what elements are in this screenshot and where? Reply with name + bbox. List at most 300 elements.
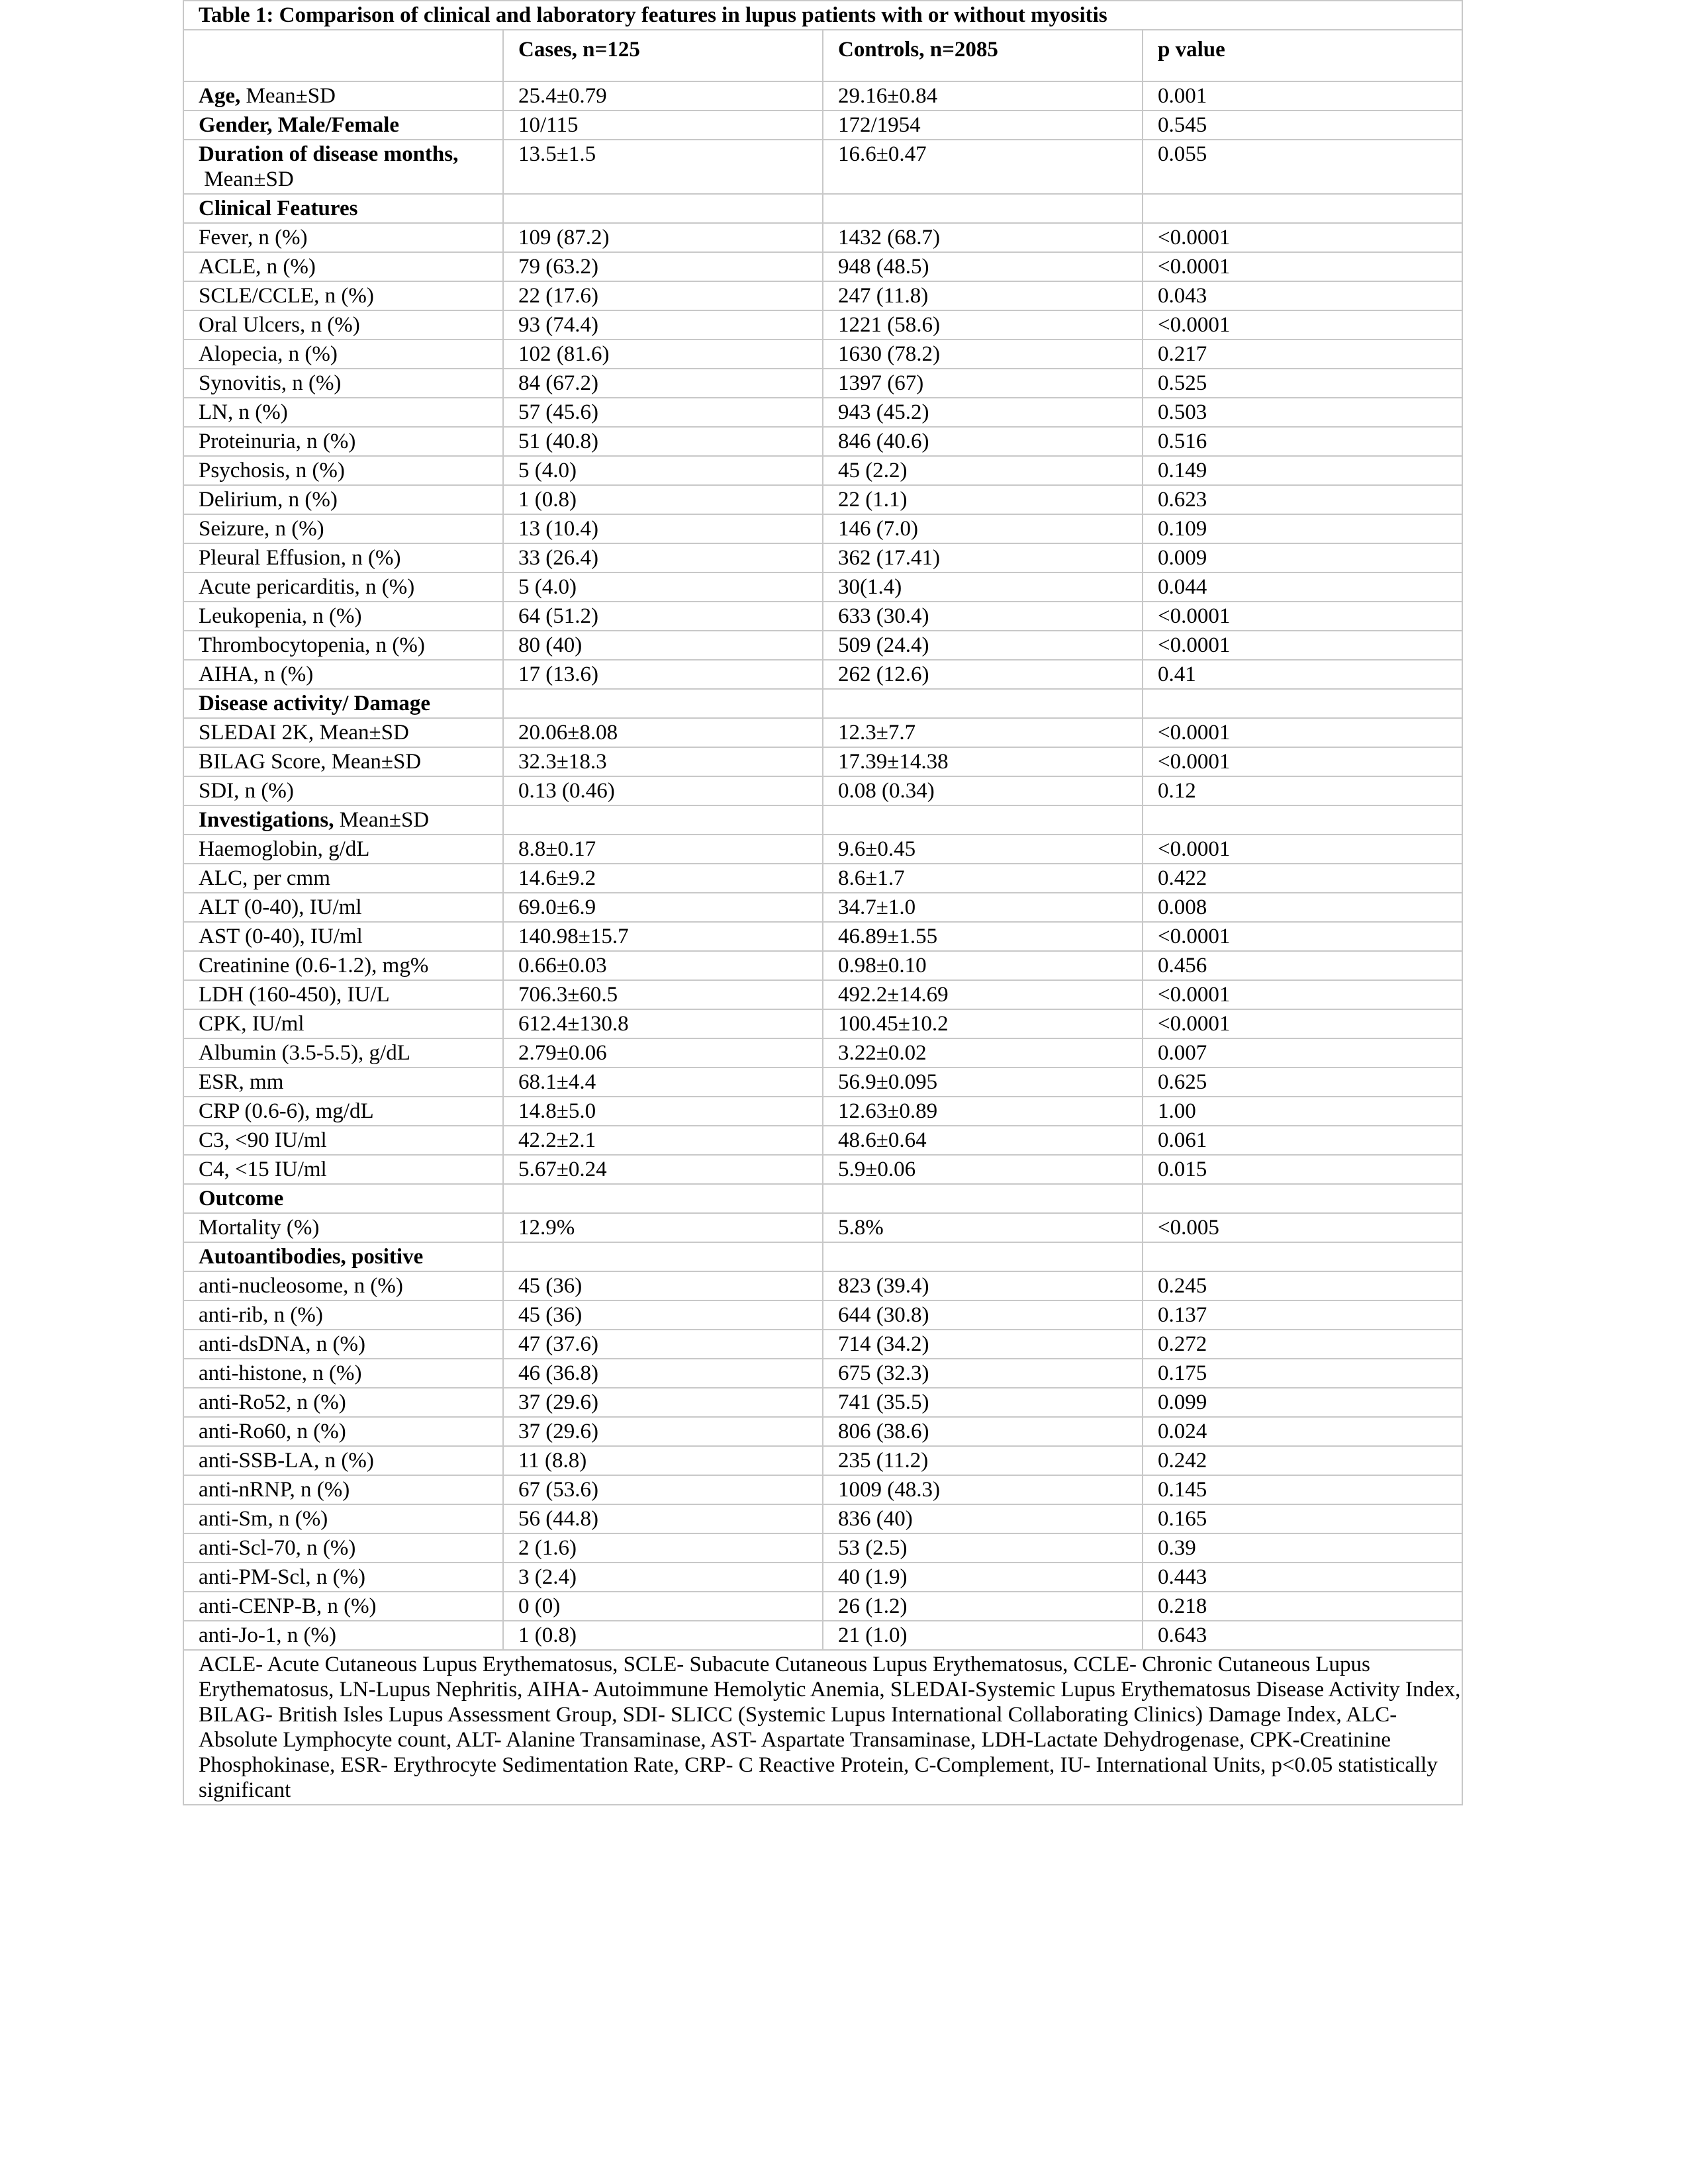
cases-value: 80 (40)	[503, 631, 823, 660]
row-label-bold: Clinical Features	[199, 197, 358, 220]
row-label	[183, 1504, 503, 1533]
row-label-bold: Disease activity/ Damage	[199, 692, 431, 715]
row-label	[183, 1155, 503, 1184]
row-label	[183, 631, 503, 660]
table-row	[183, 1155, 1462, 1184]
row-label	[183, 340, 503, 369]
row-label-text: Oral Ulcers, n (%)	[199, 313, 360, 337]
row-label-text: anti-histone, n (%)	[199, 1361, 362, 1385]
table-row	[183, 340, 1462, 369]
row-label-text: Haemoglobin, g/dL	[199, 837, 370, 861]
row-label-text: anti-CENP-B, n (%)	[199, 1594, 377, 1618]
cases-value: 17 (13.6)	[503, 660, 823, 689]
cases-value: 45 (36)	[503, 1300, 823, 1330]
controls-value: 48.6±0.64	[823, 1126, 1143, 1155]
controls-value: 714 (34.2)	[823, 1330, 1143, 1359]
table-caption: Table 1: Comparison of clinical and laboratory features in lupus patients with or without myositis	[183, 1, 1462, 30]
header-cell-label	[183, 30, 503, 81]
row-label-text: AST (0-40), IU/ml	[199, 925, 363, 948]
table-row	[183, 223, 1462, 252]
row-label	[183, 81, 503, 111]
controls-value: 1009 (48.3)	[823, 1475, 1143, 1504]
p-value: 0.001	[1143, 81, 1462, 111]
cases-value: 612.4±130.8	[503, 1009, 823, 1038]
row-label	[183, 1126, 503, 1155]
row-label-text: SCLE/CCLE, n (%)	[199, 284, 374, 308]
row-label-text: Synovitis, n (%)	[199, 371, 342, 395]
cases-value: 56 (44.8)	[503, 1504, 823, 1533]
row-label	[183, 1213, 503, 1242]
controls-value: 948 (48.5)	[823, 252, 1143, 281]
cases-value: 67 (53.6)	[503, 1475, 823, 1504]
p-value: <0.0001	[1143, 252, 1462, 281]
table-row	[183, 1446, 1462, 1475]
table-row	[183, 572, 1462, 602]
p-value: 0.044	[1143, 572, 1462, 602]
row-label-text: SLEDAI 2K, Mean±SD	[199, 721, 409, 745]
row-label	[183, 1038, 503, 1068]
row-label	[183, 951, 503, 980]
row-label-bold: Gender, Male/Female	[199, 113, 400, 137]
row-label-text: Seizure, n (%)	[199, 517, 324, 541]
row-label	[183, 1563, 503, 1592]
cases-value: 14.8±5.0	[503, 1097, 823, 1126]
table-row	[183, 1417, 1462, 1446]
p-value: <0.0001	[1143, 922, 1462, 951]
row-label-text: LN, n (%)	[199, 400, 288, 424]
p-value: 0.109	[1143, 514, 1462, 543]
cases-value: 57 (45.6)	[503, 398, 823, 427]
cases-value: 47 (37.6)	[503, 1330, 823, 1359]
p-value: 0.217	[1143, 340, 1462, 369]
cases-value: 109 (87.2)	[503, 223, 823, 252]
table-row	[183, 980, 1462, 1009]
p-value	[1143, 689, 1462, 718]
row-label-text: anti-rib, n (%)	[199, 1303, 323, 1327]
row-label-text: Acute pericarditis, n (%)	[199, 575, 415, 599]
cases-value: 140.98±15.7	[503, 922, 823, 951]
controls-value: 0.08 (0.34)	[823, 776, 1143, 805]
controls-value: 235 (11.2)	[823, 1446, 1143, 1475]
header-cell-controls: Controls, n=2085	[823, 30, 1143, 81]
table-row	[183, 805, 1462, 835]
controls-value: 53 (2.5)	[823, 1533, 1143, 1563]
row-label	[183, 835, 503, 864]
row-label-text: anti-Scl-70, n (%)	[199, 1536, 356, 1560]
table-row	[183, 111, 1462, 140]
controls-value	[823, 805, 1143, 835]
p-value: 0.456	[1143, 951, 1462, 980]
table-row	[183, 1592, 1462, 1621]
row-label	[183, 543, 503, 572]
p-value: 0.175	[1143, 1359, 1462, 1388]
table-row	[183, 776, 1462, 805]
table-row	[183, 747, 1462, 776]
table-row	[183, 140, 1462, 194]
p-value: 0.007	[1143, 1038, 1462, 1068]
row-label-text: Pleural Effusion, n (%)	[199, 546, 401, 570]
controls-value: 16.6±0.47	[823, 140, 1143, 194]
cases-value: 8.8±0.17	[503, 835, 823, 864]
comparison-table	[183, 0, 1463, 1805]
controls-value: 806 (38.6)	[823, 1417, 1143, 1446]
controls-value: 1432 (68.7)	[823, 223, 1143, 252]
row-label	[183, 310, 503, 340]
p-value: 0.245	[1143, 1271, 1462, 1300]
row-label	[183, 1068, 503, 1097]
controls-value: 492.2±14.69	[823, 980, 1143, 1009]
p-value: 0.165	[1143, 1504, 1462, 1533]
table-row	[183, 281, 1462, 310]
table-row	[183, 1126, 1462, 1155]
p-value: 0.055	[1143, 140, 1462, 194]
row-label-bold: Investigations,	[199, 808, 334, 832]
row-label	[183, 1592, 503, 1621]
row-label-text: ALC, per cmm	[199, 866, 330, 890]
p-value: 0.623	[1143, 485, 1462, 514]
p-value	[1143, 1184, 1462, 1213]
row-label	[183, 980, 503, 1009]
controls-value: 100.45±10.2	[823, 1009, 1143, 1038]
cases-value: 13 (10.4)	[503, 514, 823, 543]
row-label-text: anti-dsDNA, n (%)	[199, 1332, 366, 1356]
row-label-text: AIHA, n (%)	[199, 662, 314, 686]
cases-value: 5 (4.0)	[503, 572, 823, 602]
controls-value: 40 (1.9)	[823, 1563, 1143, 1592]
row-label-text: anti-Jo-1, n (%)	[199, 1623, 337, 1647]
row-label	[183, 718, 503, 747]
cases-value: 706.3±60.5	[503, 980, 823, 1009]
table-row	[183, 718, 1462, 747]
cases-value: 33 (26.4)	[503, 543, 823, 572]
controls-value	[823, 1242, 1143, 1271]
row-label	[183, 1446, 503, 1475]
table-row	[183, 1300, 1462, 1330]
row-label	[183, 922, 503, 951]
row-label-bold: Age,	[199, 84, 241, 108]
cases-value: 5.67±0.24	[503, 1155, 823, 1184]
controls-value: 17.39±14.38	[823, 747, 1143, 776]
cases-value: 84 (67.2)	[503, 369, 823, 398]
table-row	[183, 1213, 1462, 1242]
p-value: 0.516	[1143, 427, 1462, 456]
controls-value: 9.6±0.45	[823, 835, 1143, 864]
header-cell-cases: Cases, n=125	[503, 30, 823, 81]
row-label	[183, 1184, 503, 1213]
row-label	[183, 602, 503, 631]
cases-value: 3 (2.4)	[503, 1563, 823, 1592]
row-label-text: Mortality (%)	[199, 1216, 320, 1240]
cases-value: 37 (29.6)	[503, 1388, 823, 1417]
cases-value: 13.5±1.5	[503, 140, 823, 194]
table-row	[183, 252, 1462, 281]
table-row	[183, 602, 1462, 631]
cases-value: 0 (0)	[503, 1592, 823, 1621]
p-value: 0.099	[1143, 1388, 1462, 1417]
row-label-text: Psychosis, n (%)	[199, 459, 345, 482]
table-header-row	[183, 30, 1462, 81]
table-footnote: ACLE- Acute Cutaneous Lupus Erythematosus, SCLE- Subacute Cutaneous Lupus Erythematosus, CCLE- Chronic Cutaneous Lupus Erythematosus, LN-Lupus Nephritis, AIHA- Autoimmune Hemolytic Anemia, SLEDAI-Systemic Lupus Erythematosus Disease Activity Index, BILAG- British Isles Lupus Assessment Group, SDI- SLICC (Systemic Lupus International Collaborating Clinics) Damage Index, ALC- Absolute Lymphocyte count, ALT- Alanine Transaminase, AST- Aspartate Transaminase, LDH-Lactate Dehydrogenase, CPK-Creatinine Phosphokinase, ESR- Erythrocyte Sedimentation Rate, CRP- C Reactive Protein, C-Complement, IU- International Units, p<0.05 statistically significant	[183, 1650, 1462, 1805]
row-label-text: Mean±SD	[334, 808, 430, 832]
controls-value: 12.3±7.7	[823, 718, 1143, 747]
row-label	[183, 1300, 503, 1330]
row-label	[183, 281, 503, 310]
controls-value: 247 (11.8)	[823, 281, 1143, 310]
table-row	[183, 1038, 1462, 1068]
cases-value: 68.1±4.4	[503, 1068, 823, 1097]
row-label-text: C4, <15 IU/ml	[199, 1158, 327, 1181]
p-value: 0.137	[1143, 1300, 1462, 1330]
p-value: 0.545	[1143, 111, 1462, 140]
row-label-bold: Duration of disease months,	[199, 142, 459, 166]
row-label	[183, 1475, 503, 1504]
table-row	[183, 81, 1462, 111]
row-label-text: anti-Sm, n (%)	[199, 1507, 328, 1531]
controls-value: 172/1954	[823, 111, 1143, 140]
controls-value: 644 (30.8)	[823, 1300, 1143, 1330]
table-row	[183, 893, 1462, 922]
row-label	[183, 1097, 503, 1126]
cases-value: 10/115	[503, 111, 823, 140]
table-row	[183, 689, 1462, 718]
controls-value: 45 (2.2)	[823, 456, 1143, 485]
controls-value: 1630 (78.2)	[823, 340, 1143, 369]
cases-value: 5 (4.0)	[503, 456, 823, 485]
cases-value: 1 (0.8)	[503, 1621, 823, 1650]
cases-value: 102 (81.6)	[503, 340, 823, 369]
p-value: <0.0001	[1143, 980, 1462, 1009]
row-label-text: Fever, n (%)	[199, 226, 308, 250]
row-label-text: LDH (160-450), IU/L	[199, 983, 390, 1007]
table-row	[183, 1242, 1462, 1271]
row-label	[183, 893, 503, 922]
table-row	[183, 1475, 1462, 1504]
table-row	[183, 1563, 1462, 1592]
row-label-text: CPK, IU/ml	[199, 1012, 305, 1036]
row-label	[183, 805, 503, 835]
table-row	[183, 194, 1462, 223]
row-label-bold: Outcome	[199, 1187, 284, 1210]
row-label-text: ALT (0-40), IU/ml	[199, 895, 362, 919]
controls-value: 675 (32.3)	[823, 1359, 1143, 1388]
p-value: 0.009	[1143, 543, 1462, 572]
controls-value: 34.7±1.0	[823, 893, 1143, 922]
row-label-text: anti-SSB-LA, n (%)	[199, 1449, 374, 1473]
p-value: 0.145	[1143, 1475, 1462, 1504]
cases-value: 14.6±9.2	[503, 864, 823, 893]
controls-value: 0.98±0.10	[823, 951, 1143, 980]
p-value: 0.008	[1143, 893, 1462, 922]
cases-value	[503, 194, 823, 223]
row-label	[183, 1533, 503, 1563]
controls-value: 846 (40.6)	[823, 427, 1143, 456]
row-label-text: ESR, mm	[199, 1070, 284, 1094]
cases-value: 2.79±0.06	[503, 1038, 823, 1068]
row-label-text: Albumin (3.5-5.5), g/dL	[199, 1041, 410, 1065]
p-value: <0.0001	[1143, 631, 1462, 660]
row-label	[183, 1009, 503, 1038]
row-label	[183, 223, 503, 252]
row-label-text: Delirium, n (%)	[199, 488, 338, 512]
table-row	[183, 660, 1462, 689]
row-label	[183, 689, 503, 718]
row-label	[183, 1242, 503, 1271]
row-label	[183, 111, 503, 140]
cases-value: 32.3±18.3	[503, 747, 823, 776]
row-label-text: Proteinuria, n (%)	[199, 430, 356, 453]
cases-value: 0.13 (0.46)	[503, 776, 823, 805]
controls-value: 22 (1.1)	[823, 485, 1143, 514]
controls-value: 1397 (67)	[823, 369, 1143, 398]
table-row	[183, 485, 1462, 514]
row-label	[183, 427, 503, 456]
p-value: <0.0001	[1143, 835, 1462, 864]
row-label-text: SDI, n (%)	[199, 779, 294, 803]
table-row	[183, 514, 1462, 543]
p-value: <0.0001	[1143, 747, 1462, 776]
table-row	[183, 922, 1462, 951]
cases-value	[503, 1184, 823, 1213]
table-row	[183, 310, 1462, 340]
row-label-text: C3, <90 IU/ml	[199, 1128, 327, 1152]
p-value: 0.443	[1143, 1563, 1462, 1592]
table-row	[183, 1068, 1462, 1097]
document-page	[183, 0, 1463, 1805]
row-label-text: Alopecia, n (%)	[199, 342, 338, 366]
table-row	[183, 1184, 1462, 1213]
p-value: 0.149	[1143, 456, 1462, 485]
p-value: 0.422	[1143, 864, 1462, 893]
row-label-text: anti-Ro52, n (%)	[199, 1390, 346, 1414]
p-value: 0.024	[1143, 1417, 1462, 1446]
row-label-text: anti-Ro60, n (%)	[199, 1420, 346, 1443]
controls-value: 362 (17.41)	[823, 543, 1143, 572]
table-row	[183, 456, 1462, 485]
p-value: 0.41	[1143, 660, 1462, 689]
p-value: <0.005	[1143, 1213, 1462, 1242]
table-row	[183, 951, 1462, 980]
table-row	[183, 1504, 1462, 1533]
table-row	[183, 369, 1462, 398]
cases-value: 12.9%	[503, 1213, 823, 1242]
table-row	[183, 1271, 1462, 1300]
cases-value: 42.2±2.1	[503, 1126, 823, 1155]
controls-value: 741 (35.5)	[823, 1388, 1143, 1417]
row-label-text: BILAG Score, Mean±SD	[199, 750, 422, 774]
p-value	[1143, 194, 1462, 223]
controls-value: 30(1.4)	[823, 572, 1143, 602]
p-value: 0.218	[1143, 1592, 1462, 1621]
cases-value: 1 (0.8)	[503, 485, 823, 514]
controls-value: 262 (12.6)	[823, 660, 1143, 689]
table-row	[183, 398, 1462, 427]
p-value: 0.043	[1143, 281, 1462, 310]
row-label	[183, 1271, 503, 1300]
p-value	[1143, 1242, 1462, 1271]
controls-value: 943 (45.2)	[823, 398, 1143, 427]
controls-value: 12.63±0.89	[823, 1097, 1143, 1126]
p-value: <0.0001	[1143, 718, 1462, 747]
row-label	[183, 398, 503, 427]
header-cell-p-value: p value	[1143, 30, 1462, 81]
row-label	[183, 514, 503, 543]
table-row	[183, 1621, 1462, 1650]
cases-value: 46 (36.8)	[503, 1359, 823, 1388]
row-label	[183, 140, 503, 194]
table-row	[183, 543, 1462, 572]
p-value: 0.39	[1143, 1533, 1462, 1563]
cases-value: 64 (51.2)	[503, 602, 823, 631]
controls-value: 56.9±0.095	[823, 1068, 1143, 1097]
cases-value: 25.4±0.79	[503, 81, 823, 111]
cases-value: 0.66±0.03	[503, 951, 823, 980]
table-row	[183, 1359, 1462, 1388]
cases-value: 93 (74.4)	[503, 310, 823, 340]
row-label-text: anti-PM-Scl, n (%)	[199, 1565, 366, 1589]
p-value: 0.525	[1143, 369, 1462, 398]
row-label-text: anti-nRNP, n (%)	[199, 1478, 350, 1502]
cases-value: 69.0±6.9	[503, 893, 823, 922]
controls-value: 823 (39.4)	[823, 1271, 1143, 1300]
cases-value: 20.06±8.08	[503, 718, 823, 747]
table-row	[183, 1097, 1462, 1126]
table-row	[183, 1388, 1462, 1417]
table-row	[183, 864, 1462, 893]
controls-value	[823, 1184, 1143, 1213]
cases-value	[503, 1242, 823, 1271]
cases-value: 79 (63.2)	[503, 252, 823, 281]
row-label	[183, 1330, 503, 1359]
p-value: 0.272	[1143, 1330, 1462, 1359]
cases-value: 45 (36)	[503, 1271, 823, 1300]
controls-value: 509 (24.4)	[823, 631, 1143, 660]
controls-value: 5.8%	[823, 1213, 1143, 1242]
p-value	[1143, 805, 1462, 835]
p-value: 0.061	[1143, 1126, 1462, 1155]
row-label	[183, 747, 503, 776]
p-value: <0.0001	[1143, 310, 1462, 340]
controls-value: 21 (1.0)	[823, 1621, 1143, 1650]
controls-value: 26 (1.2)	[823, 1592, 1143, 1621]
controls-value	[823, 689, 1143, 718]
cases-value	[503, 805, 823, 835]
row-label	[183, 776, 503, 805]
table-caption-row	[183, 1, 1462, 30]
table-row	[183, 631, 1462, 660]
controls-value	[823, 194, 1143, 223]
table-row	[183, 1009, 1462, 1038]
row-label-text: Thrombocytopenia, n (%)	[199, 633, 425, 657]
table-row	[183, 1330, 1462, 1359]
table-row	[183, 835, 1462, 864]
row-label	[183, 572, 503, 602]
controls-value: 836 (40)	[823, 1504, 1143, 1533]
footnote-row	[183, 1650, 1462, 1805]
row-label	[183, 1417, 503, 1446]
table-row	[183, 1533, 1462, 1563]
p-value: <0.0001	[1143, 602, 1462, 631]
row-label	[183, 1621, 503, 1650]
row-label-text: ACLE, n (%)	[199, 255, 316, 279]
row-label	[183, 864, 503, 893]
row-label	[183, 369, 503, 398]
cases-value: 2 (1.6)	[503, 1533, 823, 1563]
cases-value	[503, 689, 823, 718]
table-row	[183, 427, 1462, 456]
p-value: <0.0001	[1143, 1009, 1462, 1038]
p-value: 0.625	[1143, 1068, 1462, 1097]
row-label-text: anti-nucleosome, n (%)	[199, 1274, 403, 1298]
